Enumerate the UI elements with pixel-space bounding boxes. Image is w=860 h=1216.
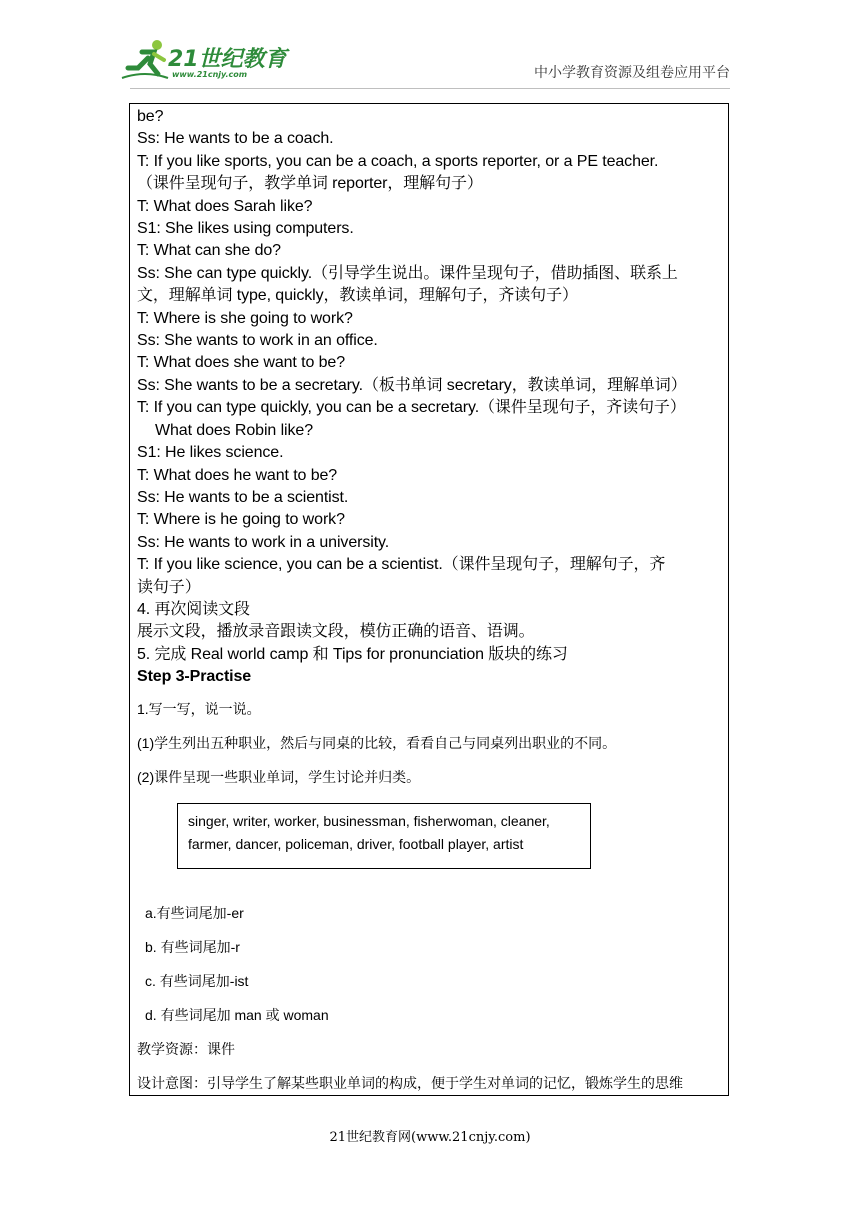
logo-url: www.21cnjy.com: [172, 70, 248, 79]
text-line: 文，理解单词 type, quickly，教读单词，理解句子，齐读句子）: [137, 287, 578, 305]
text-line: Ss: She can type quickly.（引导学生说出。课件呈现句子，借助插图、联系上: [137, 264, 678, 282]
text-line: T: What does she want to be?: [137, 354, 345, 372]
text-line: Ss: He wants to be a scientist.: [137, 488, 349, 506]
rule-a: a.有些词尾加-er: [145, 905, 244, 921]
text-line: T: Where is he going to work?: [137, 511, 345, 529]
step-heading: Step 3-Practise: [137, 668, 252, 686]
text-line: T: If you can type quickly, you can be a secretary.（课件呈现句子，齐读句子）: [137, 399, 686, 417]
page-header: [0, 0, 860, 100]
occupation-word-box: [177, 803, 591, 869]
text-line: T: Where is she going to work?: [137, 309, 353, 327]
text-line: T: What does he want to be?: [137, 466, 338, 484]
rule-d: d. 有些词尾加 man 或 woman: [145, 1007, 329, 1023]
word-box-line: farmer, dancer, policeman, driver, football player, artist: [188, 836, 524, 852]
teaching-resource: 教学资源：课件: [137, 1041, 235, 1057]
runner-logo-icon: [120, 38, 170, 84]
practise-item-3: (2)课件呈现一些职业单词，学生讨论并归类。: [137, 769, 421, 785]
text-line: T: What can she do?: [137, 242, 281, 260]
rule-c: c. 有些词尾加-ist: [145, 973, 249, 989]
text-line: Ss: He wants to be a coach.: [137, 130, 334, 148]
text-line: be?: [137, 108, 164, 125]
practise-item-1: 1.写一写，说一说。: [137, 701, 261, 717]
text-line: Ss: She wants to be a secretary.（板书单词 secretary，教读单词，理解单词）: [137, 376, 687, 394]
practise-item-2: (1)学生列出五种职业，然后与同桌的比较，看看自己与同桌列出职业的不同。: [137, 735, 617, 751]
lesson-content: [137, 106, 727, 1091]
text-line: （课件呈现句子，教学单词 reporter，理解句子）: [137, 175, 483, 193]
text-line: Ss: He wants to work in a university.: [137, 533, 390, 551]
text-line: Ss: She wants to work in an office.: [137, 332, 378, 350]
text-line: T: If you like science, you can be a scientist.（课件呈现句子，理解句子，齐: [137, 556, 666, 574]
text-line: T: If you like sports, you can be a coach, a sports reporter, or a PE teacher.: [137, 152, 659, 170]
word-box-line: singer, writer, worker, businessman, fisherwoman, cleaner,: [188, 813, 550, 829]
text-line: 5. 完成 Real world camp 和 Tips for pronunciation 版块的练习: [137, 645, 568, 663]
text-line: S1: He likes science.: [137, 444, 284, 462]
text-line: S1: She likes using computers.: [137, 220, 354, 238]
text-line: 展示文段，播放录音跟读文段，模仿正确的语音、语调。: [137, 623, 535, 641]
page-footer: 21世纪教育网(www.21cnjy.com): [329, 1130, 531, 1145]
text-line: 4. 再次阅读文段: [137, 600, 250, 618]
platform-title: 中小学教育资源及组卷应用平台: [534, 65, 730, 81]
text-line: What does Robin like?: [155, 421, 313, 439]
design-intent: 设计意图：引导学生了解某些职业单词的构成，便于学生对单词的记忆，锻炼学生的思维: [137, 1075, 683, 1091]
header-divider: [130, 88, 730, 89]
text-line: 读句子）: [137, 578, 201, 596]
text-line: T: What does Sarah like?: [137, 197, 313, 215]
logo-text: 21世纪教育: [168, 47, 287, 72]
rule-b: b. 有些词尾加-r: [145, 939, 240, 955]
logo: [120, 38, 290, 84]
